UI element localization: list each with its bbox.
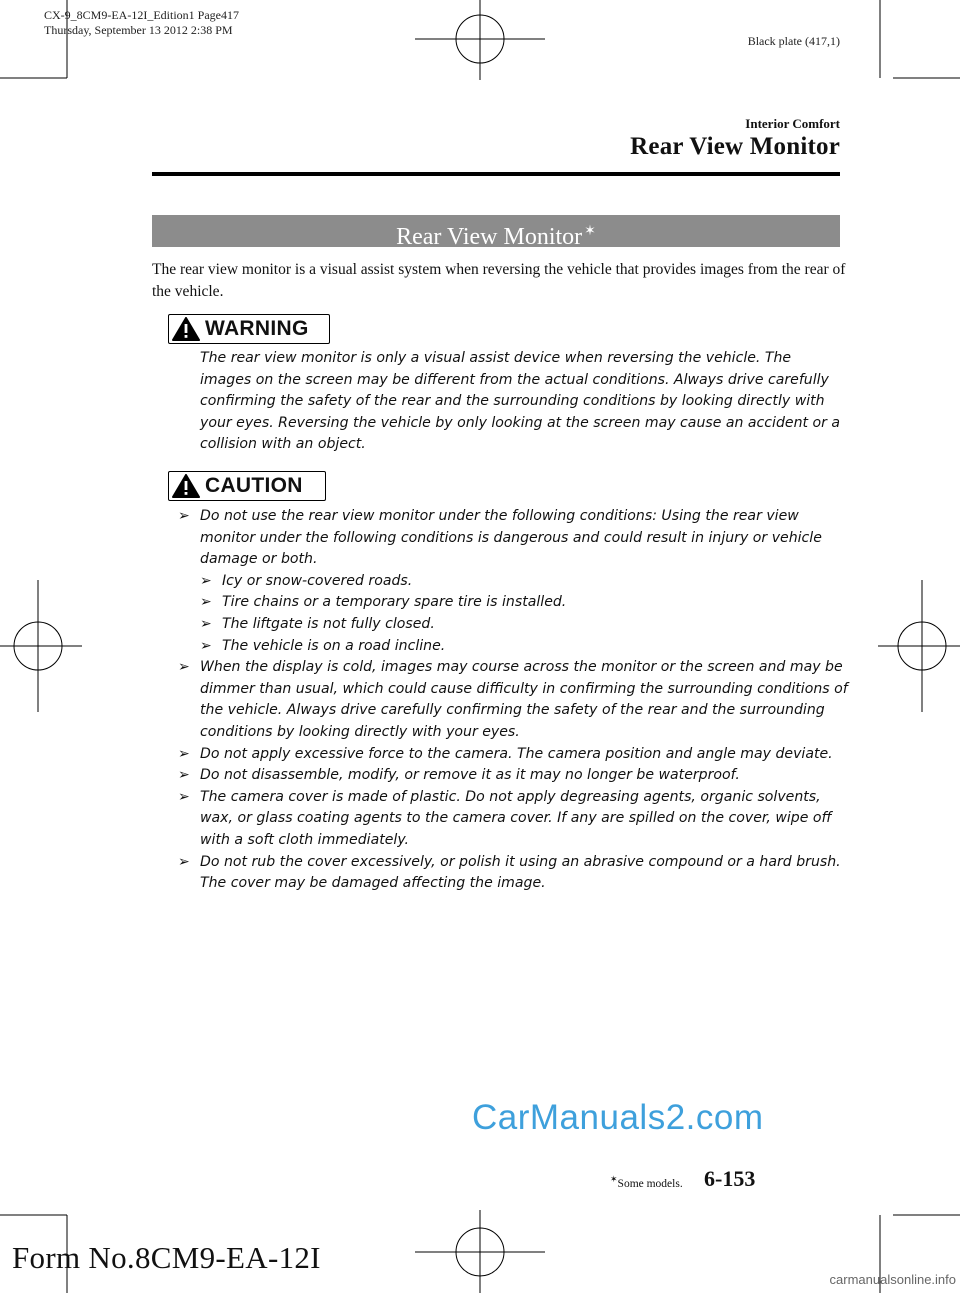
arrow-bullet-icon: ➢ [178,745,190,762]
arrow-bullet-icon: ➢ [178,853,190,870]
caution-label [168,471,326,501]
footnote-text: Some models. [617,1177,683,1190]
caution-triangle-icon [169,472,203,500]
site-link[interactable]: carmanualsonline.info [829,1272,956,1287]
list-item: ➢ Do not rub the cover excessively, or polish it using an abrasive compound or a hard brush. The cover may be damaged affecting the image. [178,853,841,892]
arrow-bullet-icon: ➢ [200,572,212,589]
footnote-star-icon: ✶ [610,1174,618,1184]
print-info [44,8,239,38]
list-item: ➢ The vehicle is on a road incline. [200,636,848,658]
arrow-bullet-icon: ➢ [178,659,190,676]
list-item: ➢ Do not use the rear view monitor under the following conditions: Using the rear view monitor under the following conditions is dangerous and could result in injury or vehicle damage or both. [178,508,822,568]
list-item: ➢ Do not apply excessive force to the camera. The camera position and angle may deviate. [178,744,848,766]
intro-paragraph: The rear view monitor is a visual assist system when reversing the vehicle that provides images from the rear of the vehicle. [152,261,846,300]
list-item: ➢ When the display is cold, images may course across the monitor or the screen and may be dimmer than usual, which could cause difficulty in confirming the surrounding conditions of the vehicle. Always drive carefully confirming the safety of the rear and the surrounding conditions by looking directly with your eyes. [178,659,848,740]
arrow-bullet-icon: ➢ [178,508,190,524]
banner-title: Rear View Monitor [396,224,583,250]
section-title: Rear View Monitor [630,133,840,160]
form-number: Form No.8CM9-EA-12I [12,1240,321,1275]
warning-label-text: WARNING [205,317,309,340]
section-category: Interior Comfort [745,116,840,131]
arrow-bullet-icon: ➢ [200,637,212,654]
list-item: ➢ Tire chains or a temporary spare tire is installed. [200,592,848,614]
warning-triangle-icon [169,315,203,343]
print-info-file: CX-9_8CM9-EA-12I_Edition1 Page417 [44,8,239,22]
header-rule [152,172,840,176]
arrow-bullet-icon: ➢ [178,767,190,784]
caution-label-text: CAUTION [205,474,303,497]
topic-banner [152,215,840,250]
arrow-bullet-icon: ➢ [200,594,212,611]
caution-list [178,506,848,895]
list-item: ➢ Icy or snow-covered roads. [200,571,848,593]
plate-info: Black plate (417,1) [747,34,840,48]
list-item: ➢ The liftgate is not fully closed. [200,614,848,636]
arrow-bullet-icon: ➢ [178,788,190,805]
warning-label [168,314,330,344]
footnote [610,1174,683,1190]
arrow-bullet-icon: ➢ [200,615,212,632]
print-info-date: Thursday, September 13 2012 2:38 PM [44,23,233,37]
star-icon: ✶ [584,224,596,239]
warning-text: The rear view monitor is only a visual assist device when reversing the vehicle. The images on the screen may be different from the actual conditions. Always drive carefully confirming the safety of the rear and the surrounding conditions by looking directly with your eyes. Reversing the vehicle by only looking at the screen may cause an accident or a collision with an object. [200,350,841,453]
list-item: ➢ The camera cover is made of plastic. Do not apply degreasing agents, organic solvents, wax, or glass coating agents to the camera cover. If any are spilled on the cover, wipe off with a soft cloth immediately. [178,788,832,848]
watermark: CarManuals2.com [472,1098,764,1137]
page-number: 6-153 [704,1166,756,1191]
list-item: ➢ Do not disassemble, modify, or remove it as it may no longer be waterproof. [178,765,848,787]
